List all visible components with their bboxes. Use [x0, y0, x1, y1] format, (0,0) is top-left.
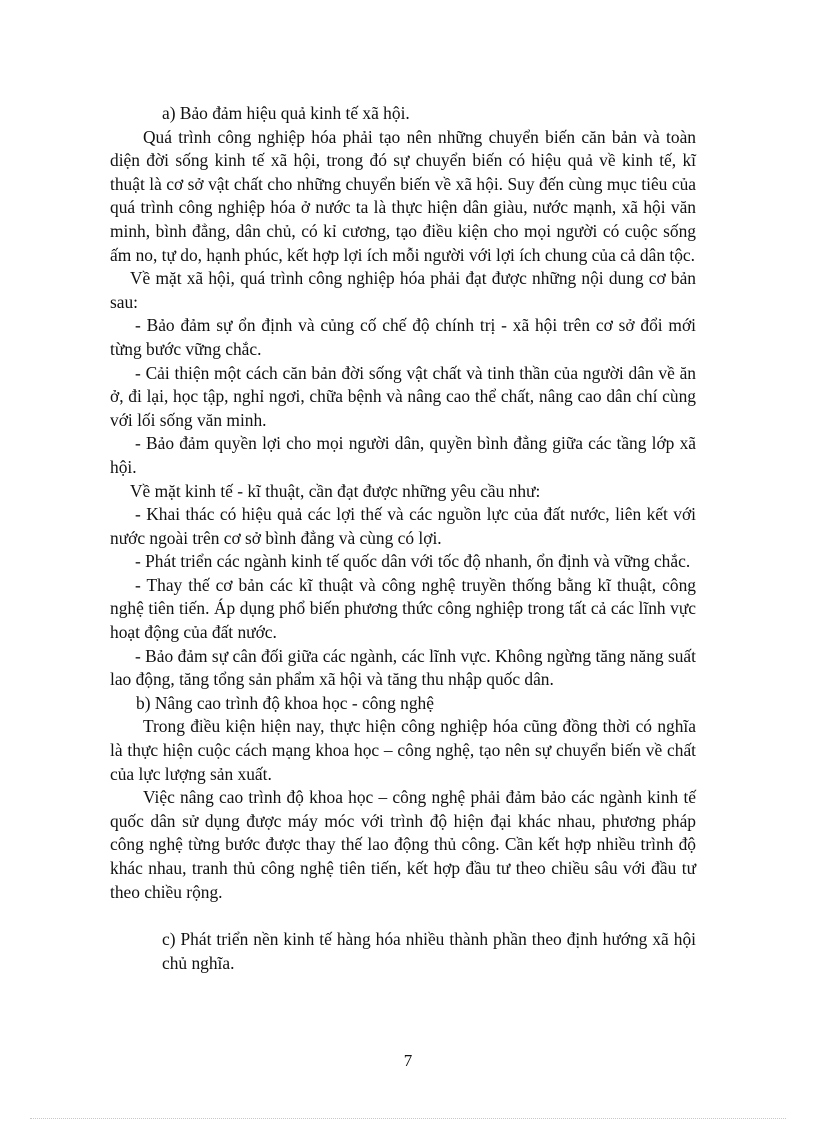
bottom-dotted-divider — [30, 1118, 786, 1119]
economic-requirement-3: - Thay thế cơ bản các kĩ thuật và công nghệ truyền thống bằng kĩ thuật, công nghệ tiên tiến. Áp dụng phổ biến phương thức công nghiệp trong tất cả các lĩnh vực hoạt động của đất nước. — [110, 574, 696, 643]
section-spacer — [110, 904, 696, 928]
document-body — [110, 102, 696, 975]
section-b-heading: b) Nâng cao trình độ khoa học - công nghệ — [136, 692, 434, 713]
social-requirement-2: - Cải thiện một cách căn bản đời sống vật chất và tinh thần của người dân về ăn ở, đi lại, học tập, nghỉ ngơi, chữa bệnh và nâng cao thể chất, nâng cao dân chí cùng với lối sống văn minh. — [110, 362, 696, 430]
economic-requirement-2: - Phát triển các ngành kinh tế quốc dân với tốc độ nhanh, ổn định và vững chắc. — [135, 551, 691, 572]
section-b-paragraph-2: Việc nâng cao trình độ khoa học – công nghệ phải đảm bảo các ngành kinh tế quốc dân sử dụng được máy móc với trình độ hiện đại khác nhau, phương pháp công nghệ từng bước được thay thế lao động thủ công. Cần kết hợp nhiều trình độ khác nhau, tranh thủ công nghệ tiên tiến, kết hợp đầu tư theo chiều sâu với đầu tư theo chiều rộng. — [110, 787, 696, 902]
economic-technical-intro: Về mặt kinh tế - kĩ thuật, cần đạt được những yêu cầu như: — [130, 480, 541, 501]
economic-requirement-4: - Bảo đảm sự cân đối giữa các ngành, các lĩnh vực. Không ngừng tăng năng suất lao động, tăng tổng sản phẩm xã hội và tăng thu nhập quốc dân. — [110, 645, 696, 690]
section-a-heading: a) Bảo đảm hiệu quả kinh tế xã hội. — [162, 103, 410, 123]
economic-requirement-1: - Khai thác có hiệu quả các lợi thế và các nguồn lực của đất nước, liên kết với nước ngoài trên cơ sở bình đẳng và cùng có lợi. — [110, 504, 696, 548]
section-a-paragraph-1: Quá trình công nghiệp hóa phải tạo nên những chuyển biến căn bản và toàn diện đời sống kinh tế xã hội, trong đó sự chuyển biến có hiệu quả về kinh tế, kĩ thuật là cơ sở vật chất cho những chuyển biến về xã hội. Suy đến cùng mục tiêu của quá trình công nghiệp hóa ở nước ta là thực hiện dân giàu, nước mạnh, xã hội văn minh, bình đẳng, dân chủ, có kỉ cương, tạo điều kiện cho mọi người có cuộc sống ấm no, tự do, hạnh phúc, kết hợp lợi ích mỗi người với lợi ích chung của cả dân tộc. — [110, 126, 696, 265]
social-requirements-intro: Về mặt xã hội, quá trình công nghiệp hóa phải đạt được những nội dung cơ bản sau: — [110, 268, 696, 312]
section-b-paragraph-1: Trong điều kiện hiện nay, thực hiện công nghiệp hóa cũng đồng thời có nghĩa là thực hiện cuộc cách mạng khoa học – công nghệ, tạo nên sự chuyển biến về chất của lực lượng sản xuất. — [110, 716, 696, 784]
page-number: 7 — [403, 1051, 413, 1070]
section-c-heading: c) Phát triển nền kinh tế hàng hóa nhiều thành phần theo định hướng xã hội chủ nghĩa. — [162, 929, 696, 973]
social-requirement-1: - Bảo đảm sự ổn định và củng cố chế độ chính trị - xã hội trên cơ sở đổi mới từng bước vững chắc. — [110, 315, 696, 359]
social-requirement-3: - Bảo đảm quyền lợi cho mọi người dân, quyền bình đẳng giữa các tầng lớp xã hội. — [110, 433, 696, 477]
